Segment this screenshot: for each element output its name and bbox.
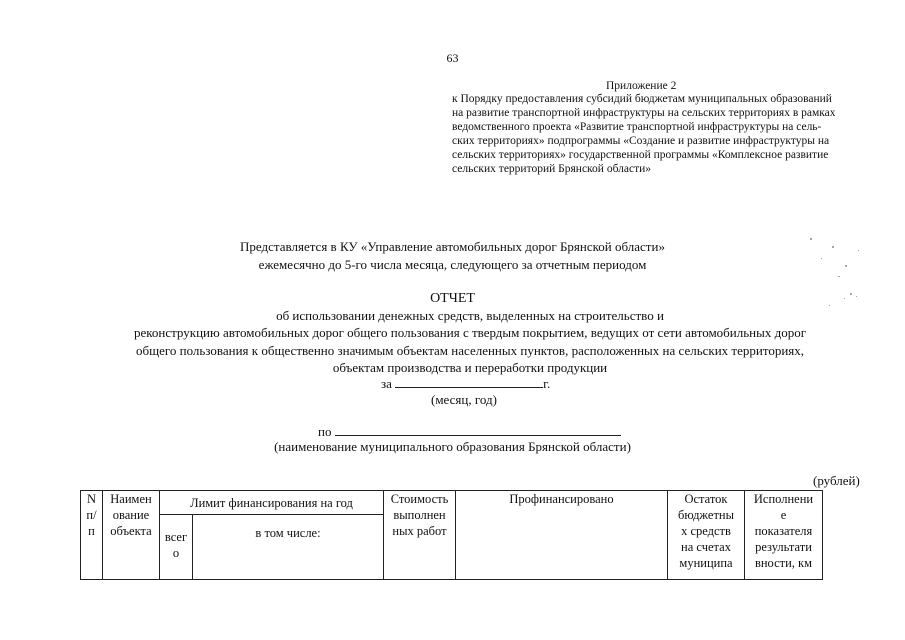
report-description bbox=[40, 307, 900, 376]
municipality-caption: (наименование муниципального образования Брянской области) bbox=[274, 439, 631, 454]
col-header-number: N п/ п bbox=[81, 491, 103, 580]
report-title: ОТЧЕТ bbox=[430, 291, 475, 306]
period-prefix: за bbox=[381, 376, 392, 391]
report-line: общего пользования к общественно значимым объектам населенных пунктов, расположенных на сельских территориях, bbox=[135, 342, 805, 358]
report-line: реконструкцию автомобильных дорог общего пользования с твердым покрытием, ведущих от сети автомобильных дорог bbox=[133, 325, 807, 341]
col-header-object-name: Наимен ование объекта bbox=[103, 491, 160, 580]
col-header-financed: Профинансировано bbox=[456, 491, 668, 580]
col-header-including: в том числе: bbox=[193, 515, 384, 580]
period-field bbox=[381, 376, 550, 392]
appendix-line: сельских территорий Брянской области» bbox=[452, 162, 652, 175]
appendix-line: ских территориях» подпрограммы «Создание и развитие инфраструктуры на bbox=[452, 134, 830, 147]
col-header-balance: Остаток бюджетны х средств на счетах муниципа bbox=[668, 491, 745, 580]
report-table bbox=[80, 490, 823, 580]
period-blank-line bbox=[395, 376, 543, 388]
col-header-performance: Исполнени е показателя результати вности, км bbox=[745, 491, 823, 580]
appendix-text bbox=[452, 93, 836, 176]
period-caption: (месяц, год) bbox=[431, 392, 497, 407]
report-line: об использовании денежных средств, выделенных на строительство и bbox=[276, 308, 664, 323]
submission-line: ежемесячно до 5-го числа месяца, следующего за отчетным периодом bbox=[258, 257, 647, 272]
appendix-line: к Порядку предоставления субсидий бюджетам муниципальных образований bbox=[452, 93, 832, 105]
submission-line: Представляется в КУ «Управление автомобильных дорог Брянской области» bbox=[240, 239, 665, 254]
col-header-cost: Стоимость выполнен ных работ bbox=[384, 491, 456, 580]
period-suffix: г. bbox=[543, 376, 551, 391]
appendix-title: Приложение 2 bbox=[606, 80, 677, 92]
unit-label: (рублей) bbox=[813, 473, 860, 488]
table-header-row bbox=[81, 491, 823, 515]
appendix-line: сельских территориях» государственной программы «Комплексное развитие bbox=[452, 148, 829, 161]
report-line: объектам производства и переработки продукции bbox=[332, 359, 608, 375]
municipality-field bbox=[318, 424, 621, 440]
page-number: 63 bbox=[446, 51, 459, 65]
col-header-limit: Лимит финансирования на год bbox=[160, 491, 384, 515]
col-header-total: всег о bbox=[160, 515, 193, 580]
municipality-prefix: по bbox=[318, 424, 332, 439]
appendix-line: ведомственного проекта «Развитие транспортной инфраструктуры на сель- bbox=[452, 120, 822, 133]
municipality-blank-line bbox=[335, 424, 621, 436]
appendix-line: на развитие транспортной инфраструктуры на сельских территориях в рамках bbox=[452, 106, 836, 119]
